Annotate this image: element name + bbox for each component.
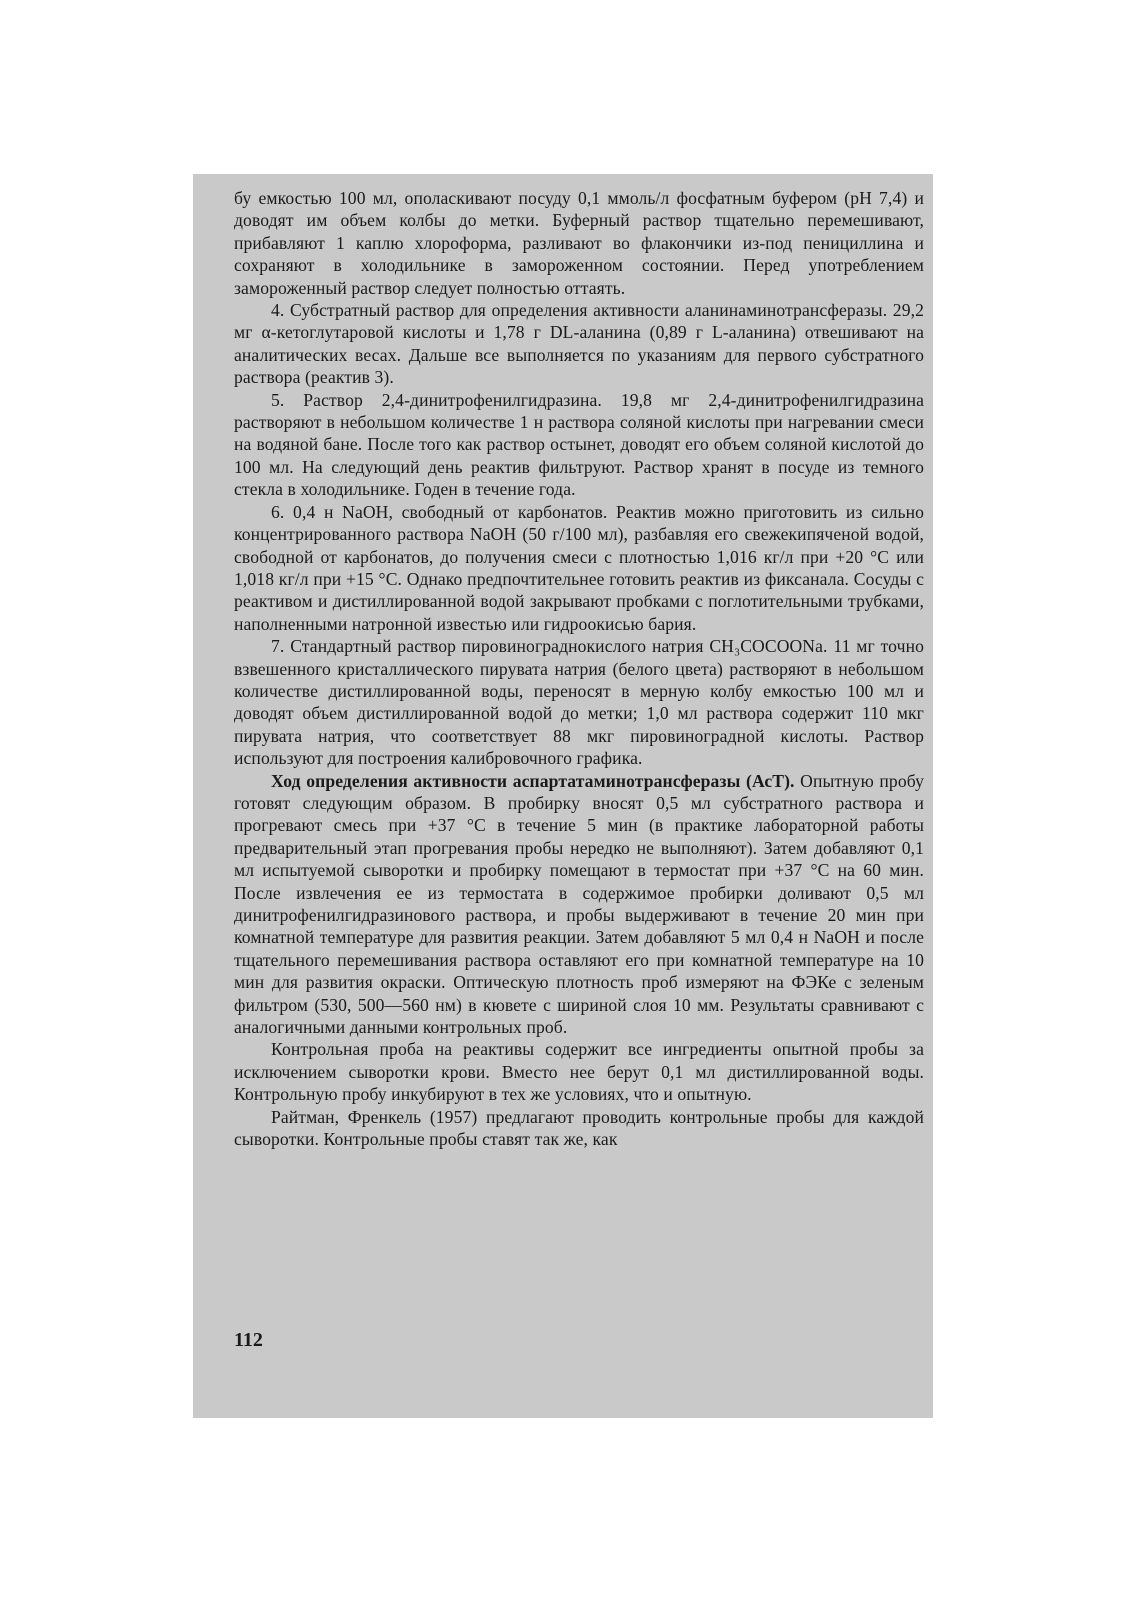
paragraph-text: 5. Раствор 2,4-динитрофенилгидразина. 19,8 мг 2,4-динитрофенилгидразина растворяют в небольшом количестве 1 н раствора соляной кислоты при нагревании смеси на водяной бане. После того как раствор остынет, доводят его объем соляной кислотой до 100 мл. На следующий день реактив фильтруют. Раствор хранят в посуде из темного стекла в холодильнике. Годен в течение года. — [234, 389, 924, 500]
paragraph-text: Опытную пробу готовят следующим образом. В пробирку вносят 0,5 мл субстратного раствора и прогревают смесь при +37 °С в течение 5 мин (в практике лабораторной работы предварительный этап прогревания пробы нередко не выполняют). Затем добавляют 0,1 мл испытуемой сыворотки и пробирку помещают в термостат при +37 °С на 60 мин. После извлечения ее из термостата в содержимое пробирки доливают 0,5 мл динитрофенилгидразинового раствора, и пробы выдерживают в течение 20 мин при комнатной температуре для развития реакции. Затем добавляют 5 мл 0,4 н NaOH и после тщательного перемешивания раствора оставляют его при комнатной температуре на 10 мин для развития окраски. Оптическую плотность проб измеряют на ФЭКе с зеленым фильтром (530, 500—560 нм) в кювете с шириной слоя 10 мм. Результаты сравнивают с аналогичными данными контрольных проб. — [234, 770, 924, 1038]
procedure-heading: Ход определения активности аспартатаминотрансферазы (АсТ). — [271, 770, 795, 791]
scanned-page — [193, 174, 933, 1418]
paragraph-text: Райтман, Френкель (1957) предлагают проводить контрольные пробы для каждой сыворотки. Контрольные пробы ставят так же, как — [234, 1106, 924, 1150]
page-number: 112 — [234, 1329, 263, 1351]
paragraph-procedure — [234, 770, 924, 1039]
paragraph-reagent-6 — [234, 501, 924, 635]
paragraph-text: 6. 0,4 н NaOH, свободный от карбонатов. Реактив можно приготовить из сильно концентрированного раствора NaOH (50 г/100 мл), разбавляя его свежекипяченой водой, свободной от карбонатов, до получения смеси с плотностью 1,016 кг/л при +20 °С или 1,018 кг/л при +15 °С. Однако предпочтительнее готовить реактив из фиксанала. Сосуды с реактивом и дистиллированной водой закрывают пробками с поглотительными трубками, наполненными натронной известью или гидроокисью бария. — [234, 501, 924, 634]
paragraph-text: Контрольная проба на реактивы содержит все ингредиенты опытной пробы за исключением сыворотки крови. Вместо нее берут 0,1 мл дистиллированной воды. Контрольную пробу инкубируют в тех же условиях, что и опытную. — [234, 1039, 924, 1105]
paragraph-reagent-5 — [234, 389, 924, 501]
paragraph-text: 7. Стандартный раствор пировинограднокислого натрия CH₃COCOONa. 11 мг точно взвешенного кристаллического пирувата натрия (белого цвета) растворяют в небольшом количестве дистиллированной воды, переносят в мерную колбу емкостью 100 мл и доводят объем дистиллированной водой до метки; 1,0 мл раствора содержит 110 мкг пирувата натрия, что соответствует 88 мкг пировиноградной кислоты. Раствор используют для построения калибровочного графика. — [234, 636, 924, 769]
paragraph-text: бу емкостью 100 мл, ополаскивают посуду 0,1 ммоль/л фосфатным буфером (pH 7,4) и доводят им объем колбы до метки. Буферный раствор тщательно перемешивают, прибавляют 1 каплю хлороформа, разливают во флакончики из-под пенициллина и сохраняют в холодильнике в замороженном состоянии. Перед употреблением замороженный раствор следует полностью оттаять. — [234, 188, 924, 298]
body-text — [234, 187, 924, 1150]
paragraph-text: 4. Субстратный раствор для определения активности аланинаминотрансферазы. 29,2 мг α-кетоглутаровой кислоты и 1,78 г DL-аланина (0,89 г L-аланина) отвешивают на аналитических весах. Дальше все выполняется по указаниям для первого субстратного раствора (реактив 3). — [234, 300, 924, 388]
paragraph-reagent-4 — [234, 299, 924, 389]
paragraph-control-sample — [234, 1038, 924, 1105]
paragraph-reagent-7 — [234, 635, 924, 769]
paragraph-continuation — [234, 187, 924, 299]
paragraph-reitman-frankel — [234, 1106, 924, 1151]
